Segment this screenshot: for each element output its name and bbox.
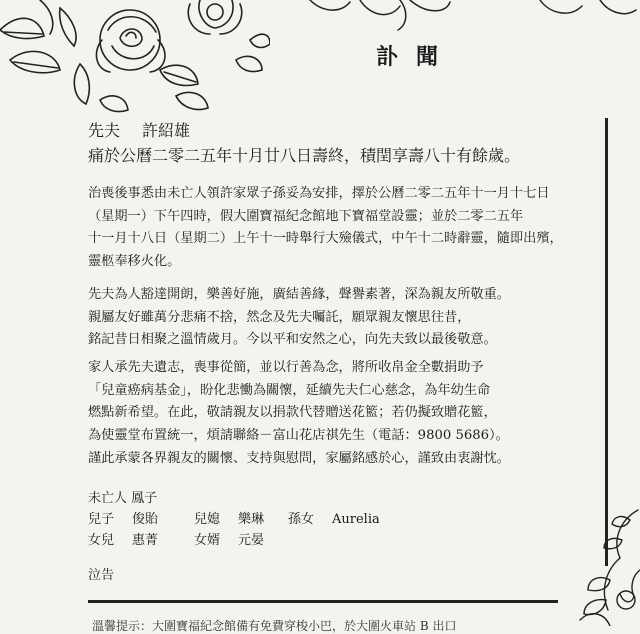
signers-block — [88, 488, 380, 551]
page-title: 訃聞 — [376, 44, 457, 70]
signer-name: 俊貽 — [132, 512, 159, 527]
paragraph-line: 先夫為人豁達開朗，樂善好施，廣結善緣，聲譽素著，深為親友所敬重。 — [88, 287, 510, 302]
passing-line: 痛於公曆二零二五年十月廿八日壽終，積閏享壽八十有餘歲。 — [88, 146, 521, 165]
floral-top-right-illustration — [300, 0, 640, 40]
signer-relation: 女兒 — [88, 533, 115, 548]
paragraph-line: （星期一）下午四時，假大圍寶福紀念館地下寶福堂設靈；並於二零二五年 — [88, 208, 524, 224]
floral-bottom-right-illustration — [560, 500, 640, 626]
signer-row-2 — [88, 530, 380, 551]
paragraph-line: 親屬友好雖萬分悲痛不捨，然念及先夫囑託，願眾親友懷思往昔， — [88, 309, 471, 325]
widow-label: 未亡人 — [88, 491, 128, 506]
signer-widow-row — [88, 488, 380, 509]
floral-top-left-illustration — [0, 0, 270, 120]
closing-text: 泣告 — [88, 568, 115, 583]
footnote-text: 溫馨提示：大圍寶福紀念館備有免費穿梭小巴，於大圍火車站 B 出口 — [92, 619, 457, 633]
paragraph-line: 治喪後事悉由未亡人領許家眾子孫妥為安排，擇於公曆二零二五年十一月十七日 — [88, 186, 550, 201]
signer-name: Aurelia — [332, 512, 380, 527]
signer-name: 元晏 — [238, 533, 265, 548]
paragraph-line: 十一月十八日（星期二）上午十一時舉行大殮儀式，中午十二時辭靈，隨即出殯， — [88, 231, 563, 246]
signer-relation: 女婿 — [194, 533, 221, 548]
paragraph-line: 為使靈堂布置統一，煩請聯絡－富山花店祺先生（電話：9800 5686）。 — [88, 427, 509, 443]
paragraph-arrangements — [88, 183, 588, 273]
deceased-relation: 先夫 — [88, 121, 121, 140]
paragraph-tribute — [88, 284, 588, 352]
signer-relation: 孫女 — [288, 512, 315, 527]
paragraph-thanks — [88, 448, 588, 471]
signer-name: 樂琳 — [238, 512, 265, 527]
paragraph-donation — [88, 357, 588, 447]
paragraph-line: 銘記昔日相聚之溫情歲月。今以平和安然之心，向先夫致以最後敬意。 — [88, 332, 497, 347]
signer-row-1 — [88, 509, 380, 530]
paragraph-line: 靈柩奉移火化。 — [88, 253, 181, 269]
signer-relation: 兒子 — [88, 512, 115, 527]
paragraph-line: 「兒童癌病基金」，盼化悲慟為關懷，延續先夫仁心慈念，為年幼生命 — [88, 382, 491, 398]
bottom-divider — [88, 600, 558, 603]
deceased-line — [88, 118, 212, 141]
paragraph-line: 家人承先夫遺志，喪事從簡，並以行善為念，將所收帛金全數捐助予 — [88, 360, 484, 375]
widow-name: 鳳子 — [131, 491, 158, 506]
signer-relation: 兒媳 — [194, 512, 221, 527]
paragraph-line: 謹此承蒙各界親友的關懷、支持與慰問，家屬銘感於心，謹致由衷謝忱。 — [88, 451, 510, 466]
deceased-name: 許紹雄 — [142, 121, 191, 140]
paragraph-line: 燃點新希望。在此，敬請親友以捐款代替贈送花籃；若仍擬致贈花籃， — [88, 405, 497, 420]
signer-name: 惠菁 — [132, 533, 159, 548]
frame-vertical-line — [605, 118, 608, 566]
